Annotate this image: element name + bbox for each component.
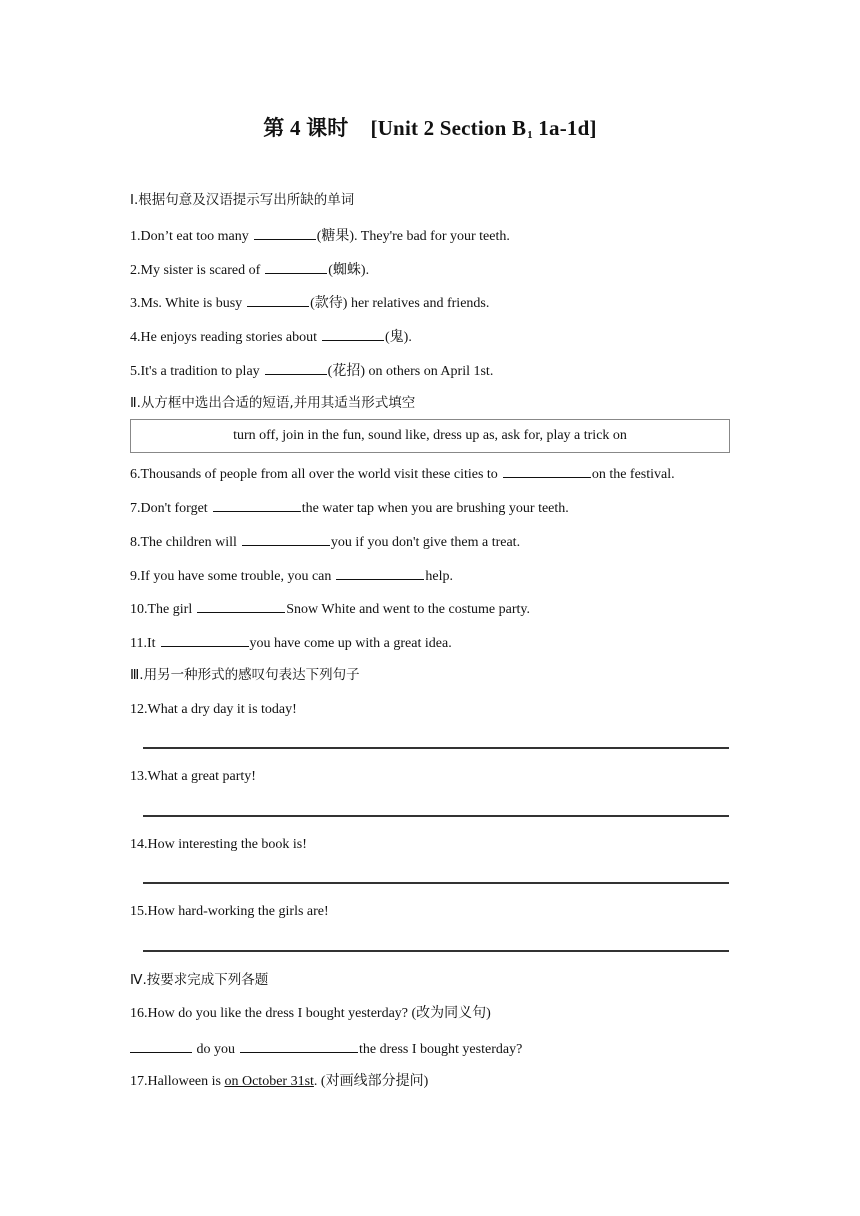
answer-blank[interactable] xyxy=(247,293,309,307)
answer-blank[interactable] xyxy=(336,566,424,580)
question-17: 17.Halloween is on October 31st. (对画线部分提问) xyxy=(130,1074,429,1089)
word-bank-box: turn off, join in the fun, sound like, dress up as, ask for, play a trick on xyxy=(130,419,730,453)
section-1-heading: Ⅰ.根据句意及汉语提示写出所缺的单词 xyxy=(130,192,355,208)
question-11: 11.It you have come up with a great idea. xyxy=(130,633,452,653)
question-8: 8.The children will you if you don't give them a treat. xyxy=(130,532,520,552)
page-title: 第 4 课时 [Unit 2 Section $B_1$ 1a-1d] xyxy=(263,116,597,141)
question-9: 9.If you have some trouble, you can help. xyxy=(130,566,453,586)
answer-blank[interactable] xyxy=(322,327,384,341)
answer-blank[interactable] xyxy=(254,226,316,240)
answer-line[interactable] xyxy=(143,815,729,817)
question-6: 6.Thousands of people from all over the world visit these cities to on the festival. xyxy=(130,464,675,484)
answer-line[interactable] xyxy=(143,747,729,749)
answer-line[interactable] xyxy=(143,950,729,952)
question-3: 3.Ms. White is busy (款待) her relatives and friends. xyxy=(130,293,489,313)
answer-blank[interactable] xyxy=(197,599,285,613)
answer-blank[interactable] xyxy=(265,361,327,375)
question-10: 10.The girl Snow White and went to the costume party. xyxy=(130,599,530,619)
answer-blank[interactable] xyxy=(242,532,330,546)
underlined-phrase: on October 31st xyxy=(224,1074,314,1089)
question-14: 14.How interesting the book is! xyxy=(130,837,307,852)
question-7: 7.Don't forget the water tap when you are brushing your teeth. xyxy=(130,498,569,518)
question-13: 13.What a great party! xyxy=(130,769,256,784)
answer-blank[interactable] xyxy=(265,260,327,274)
question-16: 16.How do you like the dress I bought yesterday? (改为同义句) xyxy=(130,1006,491,1021)
answer-blank[interactable] xyxy=(240,1039,358,1053)
question-4: 4.He enjoys reading stories about (鬼). xyxy=(130,327,412,347)
answer-line[interactable] xyxy=(143,882,729,884)
section-4-heading: Ⅳ.按要求完成下列各题 xyxy=(130,972,269,988)
question-12: 12.What a dry day it is today! xyxy=(130,702,297,717)
question-16-answer: do you the dress I bought yesterday? xyxy=(130,1039,522,1059)
section-2-heading: Ⅱ.从方框中选出合适的短语,并用其适当形式填空 xyxy=(130,395,416,411)
answer-blank[interactable] xyxy=(213,498,301,512)
section-3-heading: Ⅲ.用另一种形式的感叹句表达下列句子 xyxy=(130,667,360,683)
question-2: 2.My sister is scared of (蜘蛛). xyxy=(130,260,369,280)
question-15: 15.How hard-working the girls are! xyxy=(130,904,329,919)
question-1: 1.Don’t eat too many (糖果). They're bad for your teeth. xyxy=(130,226,510,246)
answer-blank[interactable] xyxy=(503,464,591,478)
question-5: 5.It's a tradition to play (花招) on others on April 1st. xyxy=(130,361,493,381)
answer-blank[interactable] xyxy=(130,1039,192,1053)
answer-blank[interactable] xyxy=(161,633,249,647)
